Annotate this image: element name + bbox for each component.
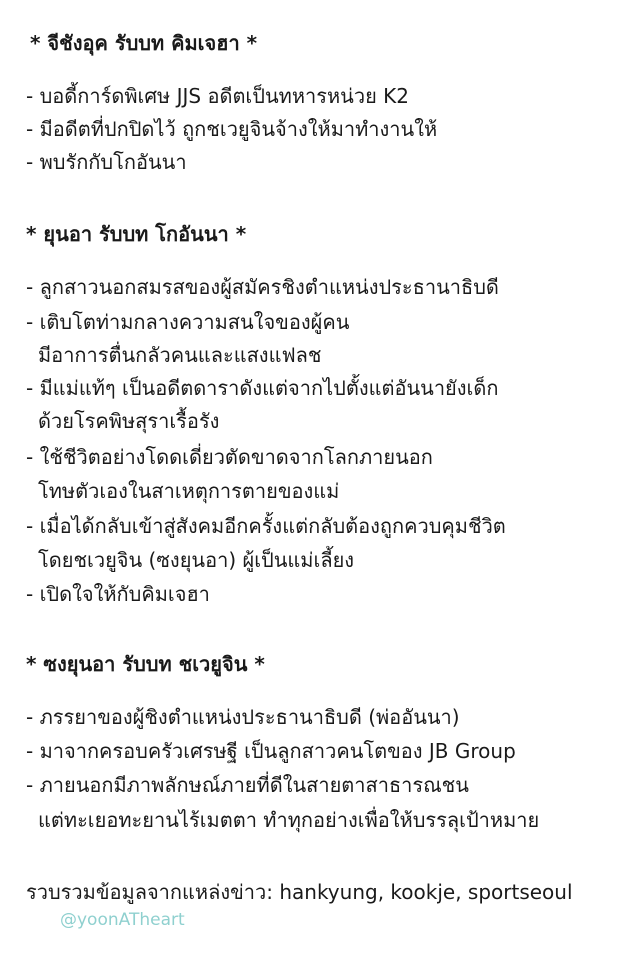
list-item: - มีแม่แท้ๆ เป็นอดีตดาราดังแต่จากไปตั้งแต่อันนายังเด็ก bbox=[26, 376, 499, 400]
list-item-continuation: มีอาการตื่นกลัวคนและแสงแฟลช bbox=[38, 343, 322, 367]
section-heading-anna: * ยุนอา รับบท โกอันนา * bbox=[26, 222, 247, 246]
list-item: - เติบโตท่ามกลางความสนใจของผู้คน bbox=[26, 310, 350, 334]
list-item-continuation: โทษตัวเองในสาเหตุการตายของแม่ bbox=[38, 479, 340, 503]
list-item: - ลูกสาวนอกสมรสของผู้สมัครชิงตำแหน่งประธานาธิบดี bbox=[26, 275, 499, 299]
list-item: - พบรักกับโกอันนา bbox=[26, 150, 187, 174]
watermark-handle: @yoonATheart bbox=[60, 910, 185, 930]
list-item: - เมื่อได้กลับเข้าสู่สังคมอีกครั้งแต่กลับต้องถูกควบคุมชีวิต bbox=[26, 514, 506, 538]
section-heading-yujin: * ซงยุนอา รับบท ชเวยูจิน * bbox=[26, 652, 265, 676]
list-item: - ภรรยาของผู้ชิงตำแหน่งประธานาธิบดี (พ่ออันนา) bbox=[26, 705, 460, 729]
list-item: - เปิดใจให้กับคิมเจฮา bbox=[26, 582, 210, 606]
list-item: - บอดี้การ์ดพิเศษ JJS อดีตเป็นทหารหน่วย K2 bbox=[26, 84, 409, 108]
list-item-continuation: โดยชเวยูจิน (ซงยุนอา) ผู้เป็นแม่เลี้ยง bbox=[38, 548, 355, 572]
list-item-continuation: ด้วยโรคพิษสุราเรื้อรัง bbox=[38, 409, 220, 433]
list-item-continuation: แต่ทะเยอทะยานไร้เมตตา ทำทุกอย่างเพื่อให้บรรลุเป้าหมาย bbox=[38, 808, 540, 832]
source-credit: รวบรวมข้อมูลจากแหล่งข่าว: hankyung, kookje, sportseoul bbox=[26, 880, 573, 904]
list-item: - ภายนอกมีภาพลักษณ์ภายที่ดีในสายตาสาธารณชน bbox=[26, 773, 469, 797]
section-heading-jeha: * จีชังอุค รับบท คิมเจฮา * bbox=[30, 31, 258, 55]
list-item: - ใช้ชีวิตอย่างโดดเดี่ยวตัดขาดจากโลกภายนอก bbox=[26, 445, 433, 469]
list-item: - มาจากครอบครัวเศรษฐี เป็นลูกสาวคนโตของ JB Group bbox=[26, 739, 516, 763]
list-item: - มีอดีตที่ปกปิดไว้ ถูกชเวยูจินจ้างให้มาทำงานให้ bbox=[26, 117, 438, 141]
